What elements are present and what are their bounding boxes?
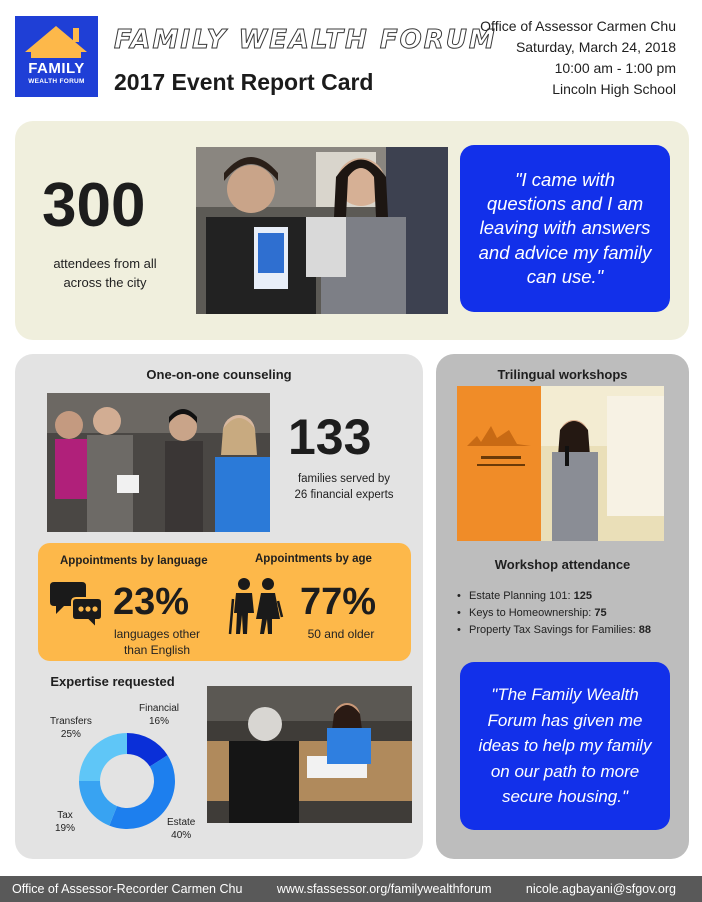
brand-title: FAMILY WEALTH FORUM [114,25,497,55]
donut-slice-estate [109,755,175,829]
expertise-heading: Expertise requested [50,674,175,689]
photo-counseling [47,393,270,532]
segment-label-financial [139,702,179,728]
financial-name: Financial [139,703,180,714]
language-caption-line2: than English [123,643,191,657]
attendee-quote-1: "I came with questions and I am leaving with answers and advice my family can use." [460,145,670,312]
footer-email-link[interactable]: nicole.agbayani@sfgov.org [525,882,676,896]
segment-label-tax [55,809,75,835]
workshop-attendance-list [455,588,651,639]
families-caption-line1: families served by [297,473,391,485]
families-served-number: 133 [288,409,372,465]
workshop-item [455,622,651,639]
appointments-age-label: Appointments by age [255,553,372,565]
attendee-quote-2: "The Family Wealth Forum has given me ideas to help my family on our path to more secure housing." [460,662,670,830]
workshop-name: Property Tax Savings for Families: [469,624,636,636]
workshop-item [455,605,651,622]
family-wealth-forum-logo [15,16,98,97]
workshop-count: 75 [594,607,607,619]
event-time: 10:00 am - 1:00 pm [554,60,676,76]
age-caption: 50 and older [307,627,375,641]
logo-word-wealth-forum: WEALTH FORUM [28,78,85,85]
footer [0,876,702,902]
estate-name: Estate [167,817,196,828]
attendees-caption-line2: across the city [63,275,147,290]
workshop-count: 88 [638,624,652,636]
logo-word-family: FAMILY [28,60,85,77]
event-venue: Lincoln High School [552,81,676,97]
photo-assessor-greeting [196,147,448,314]
segment-label-estate [167,816,195,842]
segment-label-transfers [50,715,92,741]
appointments-language-label: Appointments by language [60,555,208,567]
workshop-name: Estate Planning 101: [469,590,571,602]
attendees-caption-line1: attendees from all [53,256,157,271]
counseling-heading: One-on-one counseling [146,367,292,382]
language-caption [107,626,207,658]
event-info [480,16,676,100]
donut-slice-tax [79,781,117,826]
footer-url-link[interactable]: www.sfassessor.org/familywealthforum [276,882,492,896]
transfers-pct: 25% [60,729,81,740]
workshop-name: Keys to Homeownership: [469,607,592,619]
photo-tax-counseling [207,686,412,823]
attendees-number: 300 [42,171,146,240]
language-percent: 23% [113,581,190,623]
workshop-count: 125 [573,590,592,602]
photo-workshop-speaker [457,386,664,541]
attendees-caption [30,254,180,292]
tax-pct: 19% [55,823,76,834]
expertise-donut-chart [78,732,176,830]
office-name: Office of Assessor Carmen Chu [480,18,676,34]
speech-bubbles-icon [50,580,104,630]
workshop-item [455,588,651,605]
financial-pct: 16% [149,716,170,727]
families-caption-line2: 26 financial experts [294,489,394,501]
event-date: Saturday, March 24, 2018 [515,39,676,55]
workshop-attendance-heading: Workshop attendance [494,557,631,572]
age-percent: 77% [300,581,377,623]
workshops-heading: Trilingual workshops [497,367,628,382]
footer-office: Office of Assessor-Recorder Carmen Chu [12,882,243,896]
transfers-name: Transfers [50,716,92,727]
language-caption-line1: languages other [113,627,201,641]
elderly-couple-icon [228,577,284,635]
report-title: 2017 Event Report Card [114,69,374,95]
estate-pct: 40% [171,830,192,841]
families-served-caption [284,471,404,503]
tax-name: Tax [57,810,73,821]
